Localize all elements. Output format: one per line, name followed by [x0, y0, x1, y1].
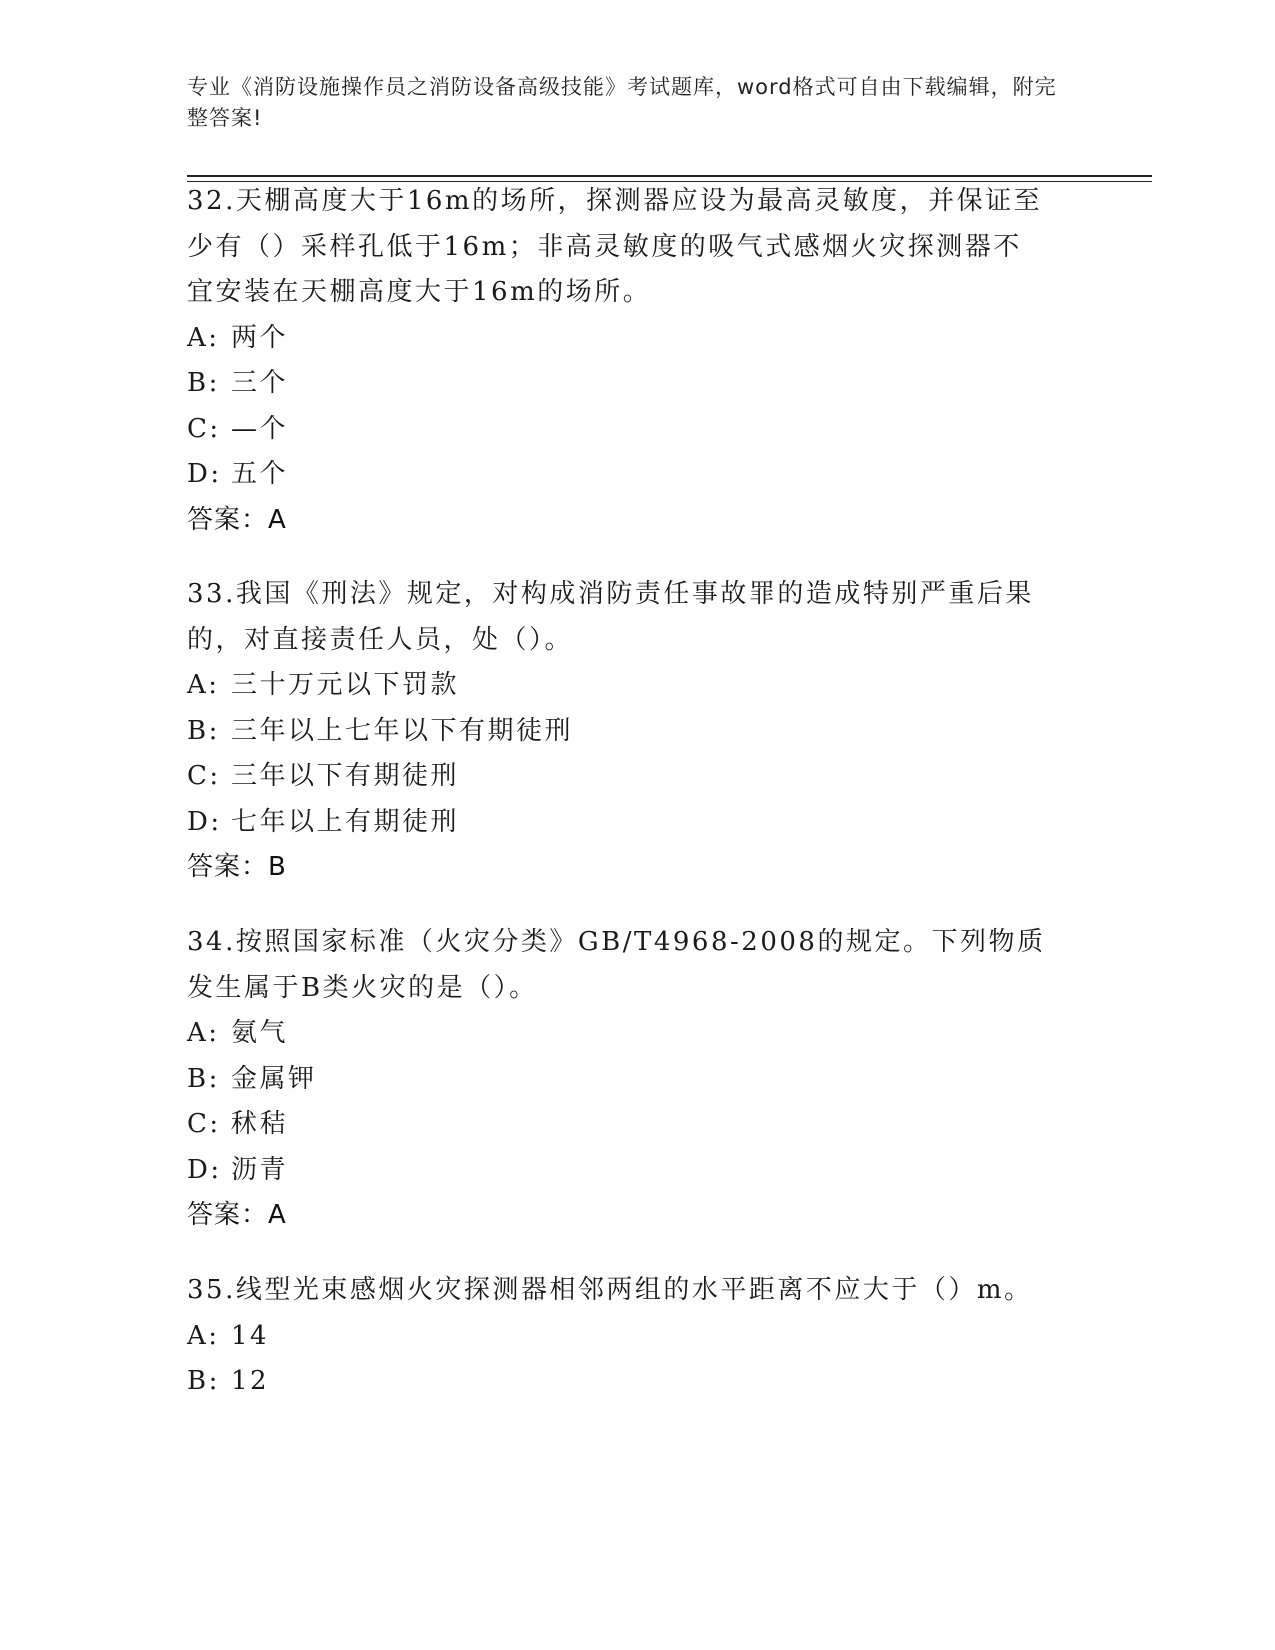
option-a — [187, 316, 1087, 362]
option-d — [187, 1148, 1087, 1194]
option-text: 三年以上七年以下有期徒刑 — [231, 715, 574, 746]
option-b — [187, 1057, 1087, 1103]
option-text: 氨气 — [231, 1018, 289, 1048]
option-text: 金属钾 — [231, 1063, 317, 1094]
answer-value: A — [268, 504, 286, 535]
option-text: 三个 — [231, 368, 289, 398]
option-text: 七年以上有期徒刑 — [231, 806, 460, 837]
option-key: B: — [187, 1366, 220, 1396]
option-key: C: — [187, 761, 221, 791]
option-b — [187, 1359, 1087, 1405]
answer-label: 答案： — [187, 504, 269, 535]
option-d — [187, 800, 1087, 846]
header-divider-thick — [187, 175, 1152, 177]
answer-line — [187, 498, 1087, 544]
option-text: 两个 — [231, 322, 289, 353]
answer-line — [187, 1193, 1087, 1239]
option-key: D: — [187, 1154, 222, 1185]
option-c — [187, 1102, 1087, 1148]
option-text: 三十万元以下罚款 — [231, 670, 460, 700]
question-stem: 33.我国《刑法》规定，对构成消防责任事故罪的造成特别严重后果的，对直接责任人员，处（）。 — [187, 579, 1034, 655]
option-a — [187, 1314, 1087, 1360]
question-stem: 32.天棚高度大于16m的场所，探测器应设为最高灵敏度，并保证至少有（）采样孔低于16m；非高灵敏度的吸气式感烟火灾探测器不宜安装在天棚高度大于16m的场所。 — [187, 186, 1043, 307]
question-35 — [187, 1268, 1087, 1405]
option-text: 14 — [231, 1320, 270, 1351]
option-text: 五个 — [231, 459, 289, 489]
option-b — [187, 361, 1087, 407]
option-a — [187, 1011, 1087, 1057]
option-b — [187, 709, 1087, 755]
answer-label: 答案： — [187, 1200, 269, 1230]
option-text: 秫秸 — [231, 1109, 289, 1139]
option-key: A: — [187, 1018, 220, 1048]
question-33 — [187, 572, 1087, 891]
option-text: 12 — [231, 1366, 270, 1396]
option-d — [187, 452, 1087, 498]
option-key: B: — [187, 715, 220, 746]
option-c — [187, 407, 1087, 453]
option-key: A: — [187, 1320, 220, 1351]
question-stem: 34.按照国家标准（火灾分类》GB/T4968-2008的规定。下列物质发生属于B类火灾的是（）。 — [187, 927, 1046, 1003]
answer-line — [187, 845, 1087, 891]
option-key: C: — [187, 1109, 221, 1139]
document-header: 专业《消防设施操作员之消防设备高级技能》考试题库，word格式可自由下载编辑，附完整答案! — [187, 75, 1057, 130]
question-stem: 35.线型光束感烟火灾探测器相邻两组的水平距离不应大于（）m。 — [187, 1275, 1033, 1305]
option-key: D: — [187, 806, 222, 837]
answer-value: B — [268, 852, 286, 882]
option-key: C: — [187, 413, 221, 444]
question-34 — [187, 920, 1087, 1239]
option-key: D: — [187, 459, 222, 489]
option-key: A: — [187, 322, 220, 353]
question-32 — [187, 179, 1087, 543]
option-c — [187, 754, 1087, 800]
answer-value: A — [268, 1200, 286, 1230]
option-a — [187, 663, 1087, 709]
option-text: 三年以下有期徒刑 — [231, 761, 460, 791]
option-key: B: — [187, 1063, 220, 1094]
option-text: 沥青 — [231, 1154, 289, 1185]
option-key: B: — [187, 368, 220, 398]
answer-label: 答案： — [187, 852, 269, 882]
option-key: A: — [187, 670, 220, 700]
option-text: —个 — [231, 413, 289, 444]
